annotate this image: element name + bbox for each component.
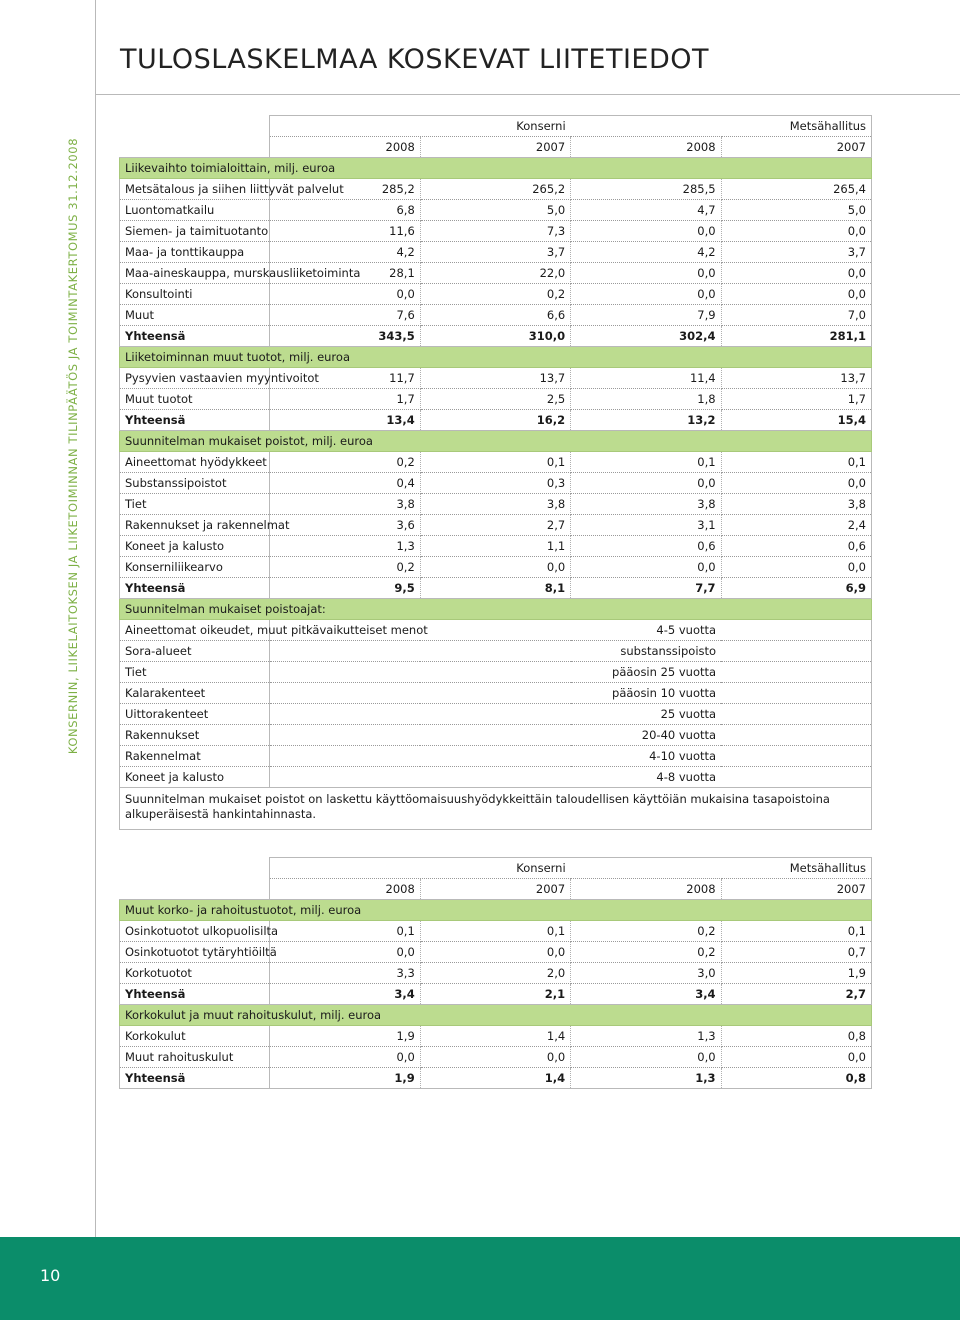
row-value: 28,1 [270,263,420,284]
row-value: 0,1 [270,921,420,942]
depreciation-period-row [120,620,872,641]
row-label: Aineettomat oikeudet, muut pitkävaikutteiset menot [120,620,270,641]
income-statement-notes-table [119,115,872,830]
header-blank [120,858,270,879]
row-value: 0,1 [571,452,721,473]
section-header-row [120,158,872,179]
row-value: 0,8 [721,1026,871,1047]
row-label: Metsätalous ja siihen liittyvät palvelut [120,179,270,200]
section-header-row [120,900,872,921]
year-header-row [120,879,872,900]
row-value: 3,0 [571,963,721,984]
total-value: 6,9 [721,578,871,599]
row-label: Osinkotuotot ulkopuolisilta [120,921,270,942]
total-row [120,326,872,347]
row-value: 0,1 [420,452,570,473]
row-value: 2,7 [420,515,570,536]
row-value: 11,4 [571,368,721,389]
section-title: Muut korko- ja rahoitustuotot, milj. euroa [120,900,872,921]
row-value: 1,4 [420,1026,570,1047]
total-value: 3,4 [571,984,721,1005]
row-value: 0,7 [721,942,871,963]
row-label: Rakennukset [120,725,270,746]
total-value: 2,7 [721,984,871,1005]
row-value: 1,1 [420,536,570,557]
row-value: 0,4 [270,473,420,494]
row-label: Osinkotuotot tytäryhtiöiltä [120,942,270,963]
row-value: 2,4 [721,515,871,536]
row-value: 7,3 [420,221,570,242]
section-header-row [120,1005,872,1026]
year-label: 2007 [721,137,871,158]
section-title: Suunnitelman mukaiset poistot, milj. euroa [120,431,872,452]
row-value: 0,0 [571,1047,721,1068]
table-row [120,368,872,389]
table-row [120,200,872,221]
table-row [120,921,872,942]
row-value: 0,0 [270,284,420,305]
table-row [120,1026,872,1047]
year-label: 2008 [270,879,420,900]
total-label: Yhteensä [120,410,270,431]
side-divider [95,0,96,1237]
period-value: pääosin 25 vuotta [270,662,721,683]
section-header-row [120,347,872,368]
row-value: 1,9 [721,963,871,984]
total-value: 310,0 [420,326,570,347]
total-value: 3,4 [270,984,420,1005]
period-value: 25 vuotta [270,704,721,725]
table-row [120,942,872,963]
row-value: 6,8 [270,200,420,221]
year-label: 2007 [420,879,570,900]
table-row [120,557,872,578]
page-number: 10 [40,1266,61,1285]
table-row [120,242,872,263]
year-header-row [120,137,872,158]
table-row [120,221,872,242]
year-label: 2008 [571,879,721,900]
section-header-row [120,431,872,452]
title-rule [96,94,960,95]
group-header-row [120,858,872,879]
row-value: 4,2 [270,242,420,263]
table-row [120,494,872,515]
row-value: 0,0 [420,557,570,578]
row-value: 1,7 [270,389,420,410]
row-label: Rakennukset ja rakennelmat [120,515,270,536]
row-label: Muut [120,305,270,326]
year-label: 2007 [721,879,871,900]
total-row [120,984,872,1005]
row-label: Kalarakenteet [120,683,270,704]
row-value: 0,0 [721,284,871,305]
row-value: 0,6 [571,536,721,557]
row-label: Substanssipoistot [120,473,270,494]
row-value: 0,0 [721,221,871,242]
row-value: 3,7 [721,242,871,263]
row-value: 0,2 [571,942,721,963]
row-value: 7,0 [721,305,871,326]
table-row [120,536,872,557]
group-header-row [120,116,872,137]
row-value: 0,0 [571,473,721,494]
group-label: Konserni [270,858,571,879]
row-value: 11,7 [270,368,420,389]
period-blank [721,662,871,683]
table-row [120,263,872,284]
row-label: Muut tuotot [120,389,270,410]
year-row-label [120,137,270,158]
row-value: 0,2 [270,452,420,473]
depreciation-period-row [120,746,872,767]
depreciation-period-row [120,683,872,704]
row-value: 3,8 [270,494,420,515]
row-value: 0,0 [721,263,871,284]
row-value: 3,8 [721,494,871,515]
period-blank [721,767,871,788]
table-row [120,389,872,410]
row-value: 4,2 [571,242,721,263]
table-row [120,1047,872,1068]
row-label: Sora-alueet [120,641,270,662]
period-blank [721,620,871,641]
row-value: 285,2 [270,179,420,200]
row-value: 0,0 [721,557,871,578]
group-label: Konserni [270,116,571,137]
row-label: Rakennelmat [120,746,270,767]
total-value: 9,5 [270,578,420,599]
row-value: 5,0 [721,200,871,221]
row-value: 0,6 [721,536,871,557]
row-value: 0,2 [270,557,420,578]
total-value: 7,7 [571,578,721,599]
table-row [120,963,872,984]
row-label: Luontomatkailu [120,200,270,221]
row-value: 0,0 [270,942,420,963]
section-title: Liikevaihto toimialoittain, milj. euroa [120,158,872,179]
row-value: 1,7 [721,389,871,410]
section-title: Korkokulut ja muut rahoituskulut, milj. euroa [120,1005,872,1026]
total-value: 13,2 [571,410,721,431]
row-label: Maa-aineskauppa, murskausliiketoiminta [120,263,270,284]
row-label: Muut rahoituskulut [120,1047,270,1068]
header-blank [120,116,270,137]
row-value: 22,0 [420,263,570,284]
note-row [120,788,872,830]
side-title: KONSERNIN, LIIKELAITOKSEN JA LIIKETOIMINNAN TILINPÄÄTÖS JA TOIMINTAKERTOMUS 31.12.2008 [66,137,80,755]
row-value: 5,0 [420,200,570,221]
row-label: Konserniliikearvo [120,557,270,578]
table-row [120,284,872,305]
row-value: 2,5 [420,389,570,410]
row-value: 265,4 [721,179,871,200]
total-value: 0,8 [721,1068,871,1089]
table-row [120,452,872,473]
year-label: 2008 [270,137,420,158]
row-value: 0,2 [420,284,570,305]
row-value: 0,0 [571,263,721,284]
depreciation-note: Suunnitelman mukaiset poistot on laskettu käyttöomaisuushyödykkeittäin taloudellisen käyttöiän mukaisina tasapoistoina alkuperäisestä hankintahinnasta. [120,788,872,830]
row-value: 3,8 [571,494,721,515]
period-value: 4-5 vuotta [270,620,721,641]
total-value: 13,4 [270,410,420,431]
row-value: 6,6 [420,305,570,326]
period-value: pääosin 10 vuotta [270,683,721,704]
row-value: 0,1 [721,921,871,942]
row-label: Korkokulut [120,1026,270,1047]
row-value: 3,3 [270,963,420,984]
row-value: 0,3 [420,473,570,494]
row-label: Tiet [120,494,270,515]
row-value: 7,9 [571,305,721,326]
total-value: 8,1 [420,578,570,599]
depreciation-period-row [120,641,872,662]
depreciation-period-row [120,704,872,725]
total-row [120,1068,872,1089]
group-label: Metsähallitus [571,116,872,137]
row-value: 3,6 [270,515,420,536]
total-label: Yhteensä [120,984,270,1005]
financial-items-table [119,857,872,1089]
row-value: 0,0 [721,473,871,494]
row-label: Pysyvien vastaavien myyntivoitot [120,368,270,389]
year-row-label [120,879,270,900]
row-label: Korkotuotot [120,963,270,984]
row-value: 1,8 [571,389,721,410]
table-row [120,305,872,326]
row-label: Tiet [120,662,270,683]
row-label: Konsultointi [120,284,270,305]
row-value: 13,7 [721,368,871,389]
total-value: 1,9 [270,1068,420,1089]
period-value: substanssipoisto [270,641,721,662]
row-label: Uittorakenteet [120,704,270,725]
row-value: 0,0 [721,1047,871,1068]
period-blank [721,641,871,662]
total-value: 302,4 [571,326,721,347]
row-value: 0,2 [571,921,721,942]
row-value: 13,7 [420,368,570,389]
row-label: Koneet ja kalusto [120,536,270,557]
row-value: 0,0 [571,557,721,578]
total-value: 1,4 [420,1068,570,1089]
period-value: 4-10 vuotta [270,746,721,767]
year-label: 2007 [420,137,570,158]
period-blank [721,704,871,725]
table-row [120,473,872,494]
total-value: 2,1 [420,984,570,1005]
total-value: 343,5 [270,326,420,347]
total-label: Yhteensä [120,326,270,347]
depreciation-period-row [120,725,872,746]
row-value: 0,0 [420,1047,570,1068]
period-blank [721,746,871,767]
table-row [120,515,872,536]
row-value: 11,6 [270,221,420,242]
total-label: Yhteensä [120,578,270,599]
depreciation-period-row [120,662,872,683]
row-label: Aineettomat hyödykkeet [120,452,270,473]
total-value: 15,4 [721,410,871,431]
row-value: 1,9 [270,1026,420,1047]
period-value: 4-8 vuotta [270,767,721,788]
section-title: Liiketoiminnan muut tuotot, milj. euroa [120,347,872,368]
row-value: 3,8 [420,494,570,515]
section-header-row [120,599,872,620]
row-value: 3,7 [420,242,570,263]
row-value: 0,0 [571,221,721,242]
row-value: 0,0 [270,1047,420,1068]
total-value: 16,2 [420,410,570,431]
row-value: 4,7 [571,200,721,221]
row-value: 3,1 [571,515,721,536]
row-label: Koneet ja kalusto [120,767,270,788]
period-blank [721,725,871,746]
table-row [120,179,872,200]
period-value: 20-40 vuotta [270,725,721,746]
depreciation-period-row [120,767,872,788]
group-label: Metsähallitus [571,858,872,879]
total-row [120,578,872,599]
row-value: 2,0 [420,963,570,984]
row-label: Maa- ja tonttikauppa [120,242,270,263]
row-value: 1,3 [571,1026,721,1047]
page-title: TULOSLASKELMAA KOSKEVAT LIITETIEDOT [120,44,710,75]
row-value: 0,0 [571,284,721,305]
row-value: 1,3 [270,536,420,557]
total-row [120,410,872,431]
row-value: 265,2 [420,179,570,200]
row-value: 0,1 [420,921,570,942]
row-value: 7,6 [270,305,420,326]
row-value: 0,0 [420,942,570,963]
footer-band [0,1237,960,1320]
total-value: 1,3 [571,1068,721,1089]
period-blank [721,683,871,704]
year-label: 2008 [571,137,721,158]
row-value: 285,5 [571,179,721,200]
row-label: Siemen- ja taimituotanto [120,221,270,242]
total-value: 281,1 [721,326,871,347]
row-value: 0,1 [721,452,871,473]
total-label: Yhteensä [120,1068,270,1089]
section-title: Suunnitelman mukaiset poistoajat: [120,599,872,620]
